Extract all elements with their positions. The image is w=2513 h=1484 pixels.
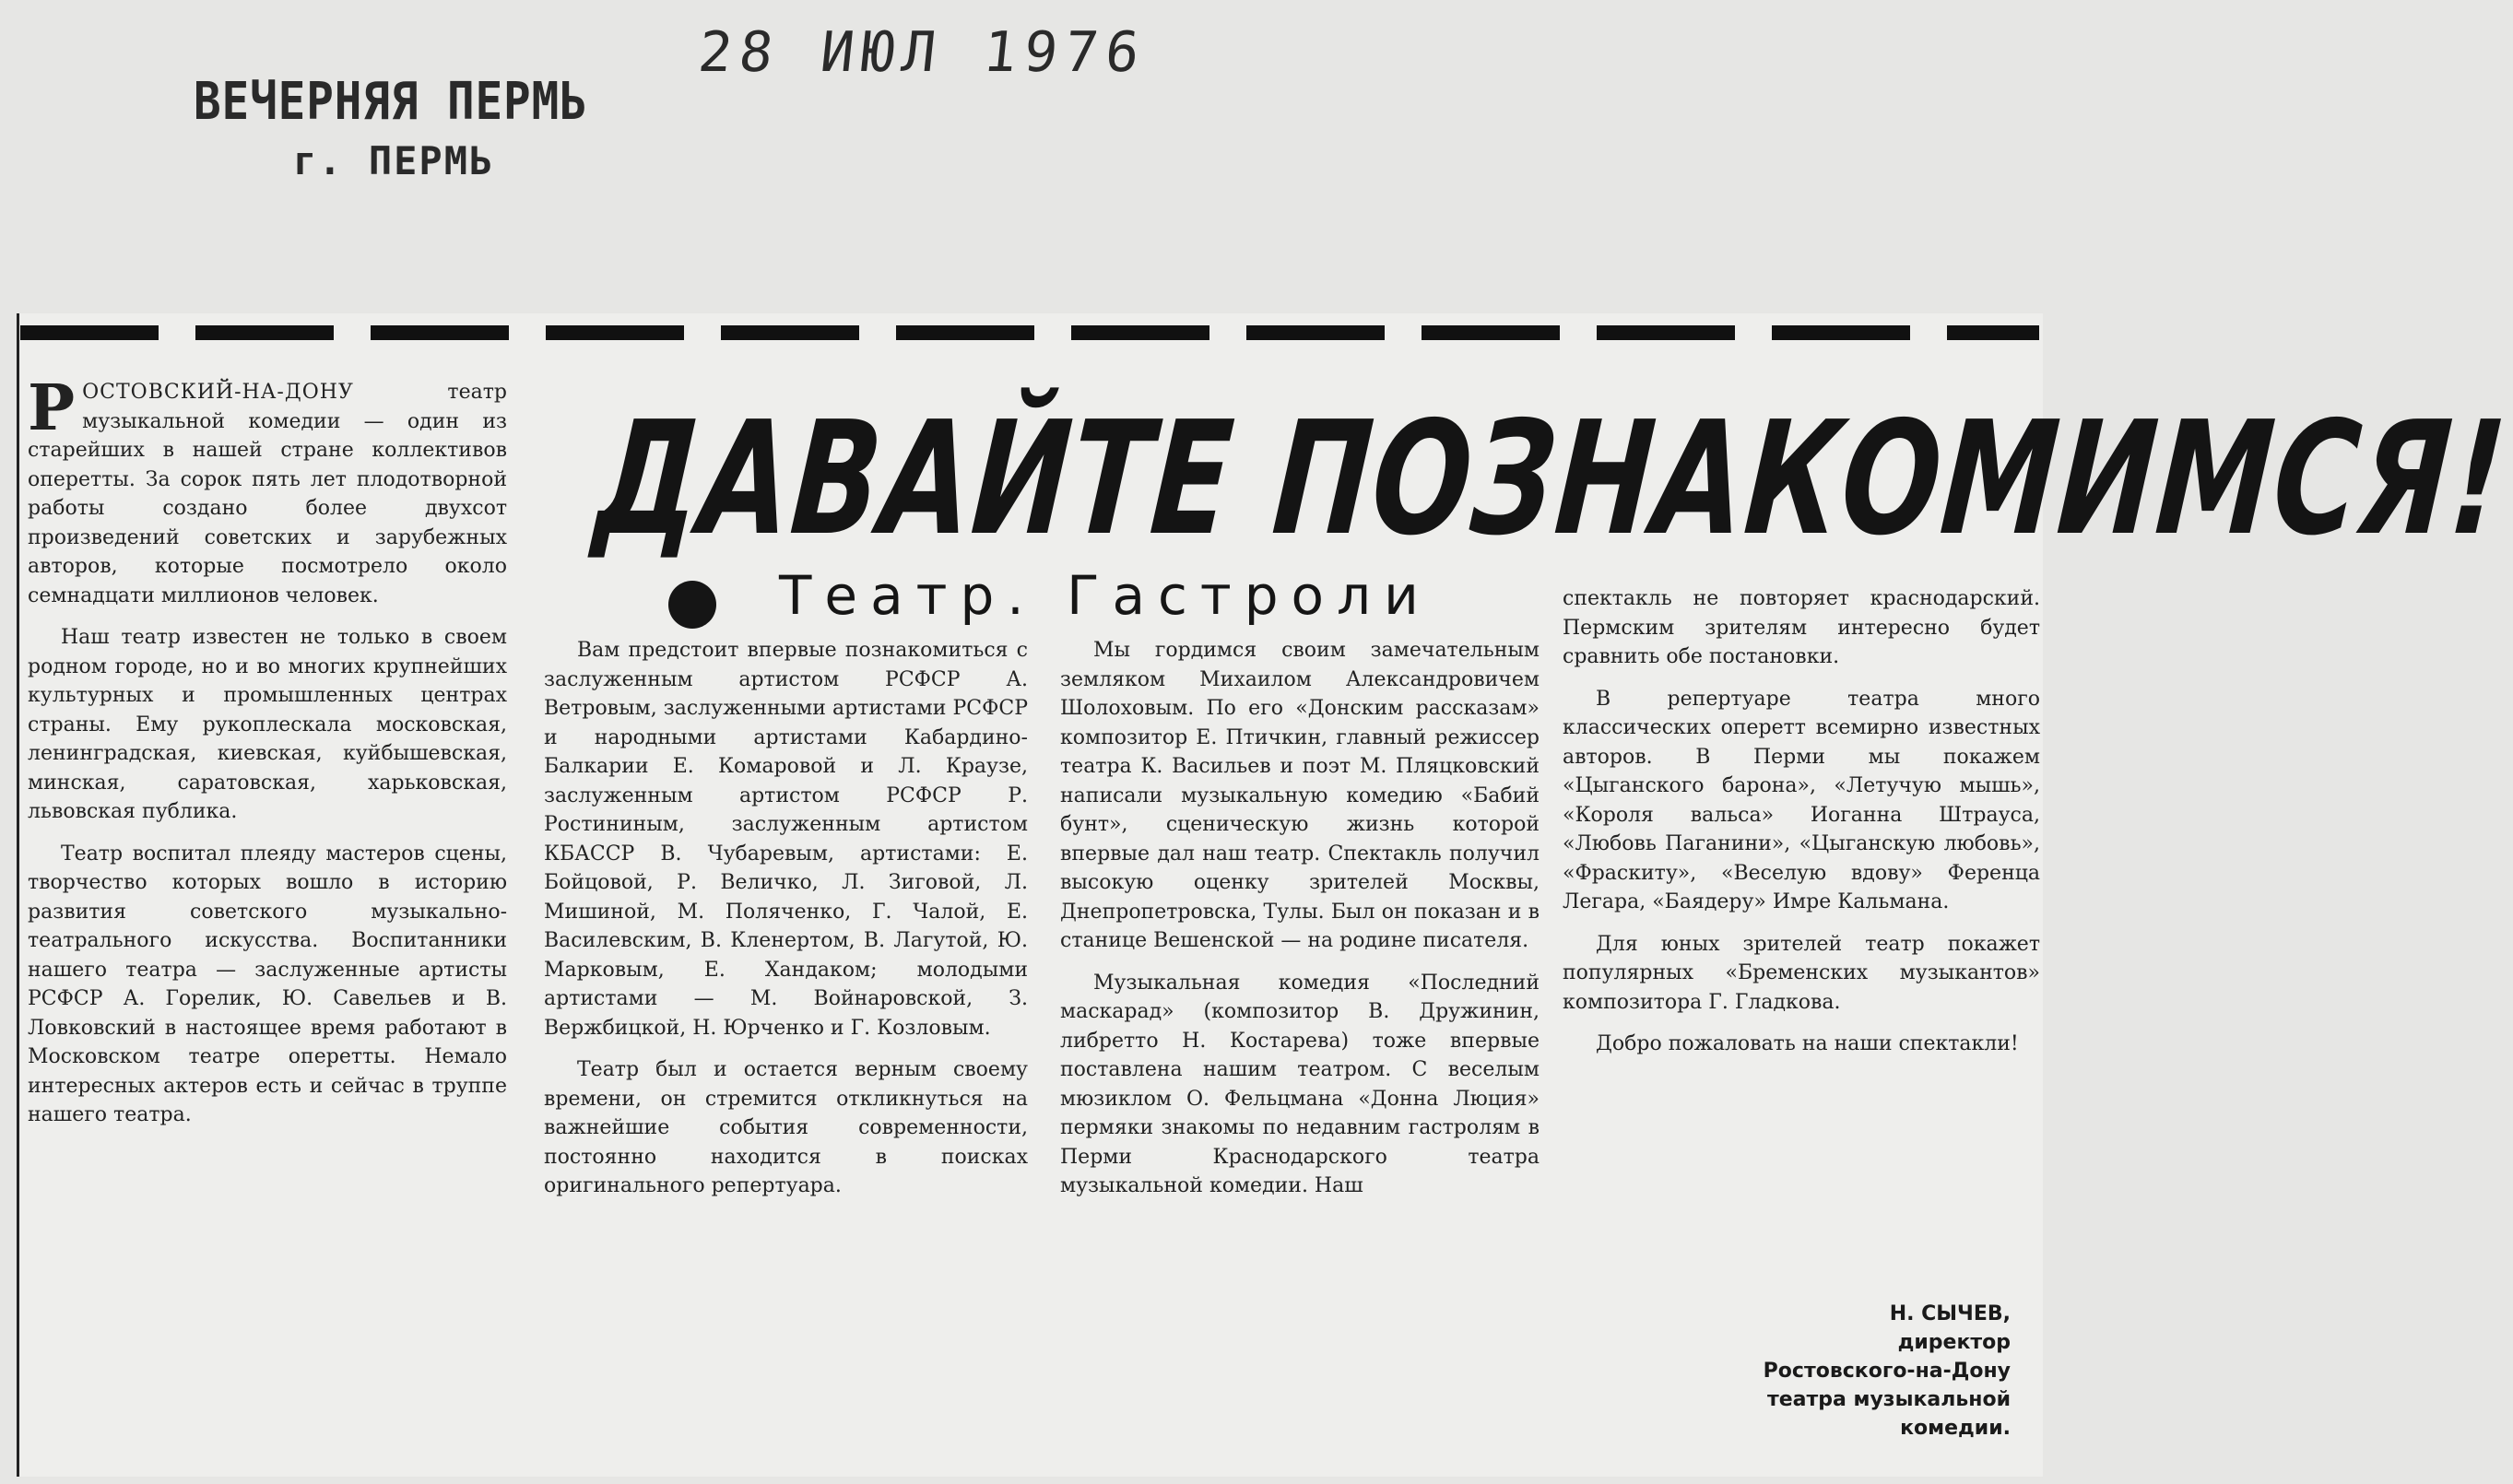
paragraph: Музыкальная комедия «Последний маскарад» (композитор В. Дружинин, либретто Н. Костарева) тоже впервые поставлена нашим театром. С веселым мюзиклом О. Фельцмана «Донна Люция» пермяки знакомы по недавним гастролям в Перми Краснодарского театра музыкальной комедии. Наш: [1060, 971, 1540, 1197]
paragraph: Наш театр известен не только в своем родном городе, но и во многих крупнейших культурных и промышленных центрах страны. Ему рукоплескала московская, ленинградская, киевская, куйбышевская, минская, саратовская, харьковская, львовская публика.: [28, 626, 507, 823]
paragraph: Для юных зрителей театр покажет популярных «Бременских музыкантов» композитора Г. Гладкова.: [1563, 932, 2040, 1014]
city-stamp: г. ПЕРМЬ: [293, 138, 495, 183]
drop-cap: Р: [28, 371, 76, 445]
author-title: директор: [1897, 1331, 2011, 1354]
author-title: театра музыкальной: [1766, 1388, 2011, 1411]
newspaper-stamp: ВЕЧЕРНЯЯ ПЕРМЬ: [194, 72, 588, 132]
column-3: [1060, 636, 1540, 1214]
paragraph: спектакль не повторяет краснодарский. Пермским зрителям интересно будет сравнить обе постановки.: [1563, 587, 2040, 668]
column-2: [544, 636, 1028, 1214]
column-1: [28, 371, 507, 1143]
author-name: Н. СЫЧЕВ,: [1889, 1302, 2011, 1325]
dashed-rule: [20, 323, 2039, 343]
paragraph-text: театр музыкальной комедии — один из старейших в нашей стране коллективов оперетты. За сорок пять лет плодотворной работы создано более двухсот произведений советских и зарубежных авторов, которые посмотрело около семнадцати миллионов человек.: [28, 381, 507, 607]
paragraph: [28, 371, 507, 610]
paragraph: В репертуаре театра много классических оперетт всемирно известных авторов. В Перми мы покажем «Цыганского барона», «Летучую мышь», «Короля вальса» Иоганна Штрауса, «Любовь Паганини», «Цыганскую любовь», «Фраскиту», «Веселую вдову» Ференца Легара, «Баядеру» Имре Кальмана.: [1563, 687, 2040, 913]
column-4: [1563, 584, 2040, 1072]
paragraph: Добро пожаловать на наши спектакли!: [1596, 1032, 2019, 1055]
lead-caps: ОСТОВСКИЙ-НА-ДОНУ: [82, 381, 354, 404]
rubric-bullet-icon: [668, 581, 716, 629]
paragraph: Театр воспитал плеяду мастеров сцены, творчество которых вошло в историю развития советского музыкально-театрального искусства. Воспитанники нашего театра — заслуженные артисты РСФСР А. Горелик, Ю. Савельев и В. Ловковский в настоящее время работают в Московском театре оперетты. Немало интересных актеров есть и сейчас в труппе нашего театра.: [28, 842, 507, 1126]
signature-block: [1494, 1300, 2011, 1443]
author-title: комедии.: [1900, 1417, 2011, 1440]
date-stamp: 28 ИЮЛ 1976: [695, 20, 1150, 85]
paragraph: Театр был и остается верным своему времени, он стремится откликнуться на важнейшие события современности, постоянно находится в поисках оригинального репертуара.: [544, 1058, 1028, 1197]
rubric: Театр. Гастроли: [779, 564, 1432, 627]
paragraph: Мы гордимся своим замечательным земляком Михаилом Александровичем Шолоховым. По его «Донским рассказам» композитор Е. Птичкин, главный режиссер театра К. Васильев и поэт М. Пляцковский написали музыкальную комедию «Бабий бунт», сценическую жизнь которой впервые дал наш театр. Спектакль получил высокую оценку зрителей Москвы, Днепропетровска, Тулы. Был он показан и в станице Вешенской — на родине писателя.: [1060, 639, 1540, 952]
headline: ДАВАЙТЕ ПОЗНАКОМИМСЯ!: [589, 388, 2513, 571]
author-title: Ростовского-на-Дону: [1763, 1360, 2011, 1383]
paragraph: Вам предстоит впервые познакомиться с заслуженным артистом РСФСР А. Ветровым, заслуженными артистами РСФСР и народными артистами Кабардино-Балкарии Е. Комаровой и Л. Краузе, заслуженным артистом РСФСР Р. Ростининым, заслуженным артистом КБАССР В. Чубаревым, артистами: Е. Бойцовой, Р. Величко, Л. Зиговой, Л. Мишиной, М. Поляченко, Г. Чалой, Е. Василевским, В. Кленертом, В. Лагутой, Ю. Марковым, Е. Хандаком; молодыми артистами — М. Войнаровской, З. Вержбицкой, Н. Юрченко и Г. Козловым.: [544, 639, 1028, 1040]
